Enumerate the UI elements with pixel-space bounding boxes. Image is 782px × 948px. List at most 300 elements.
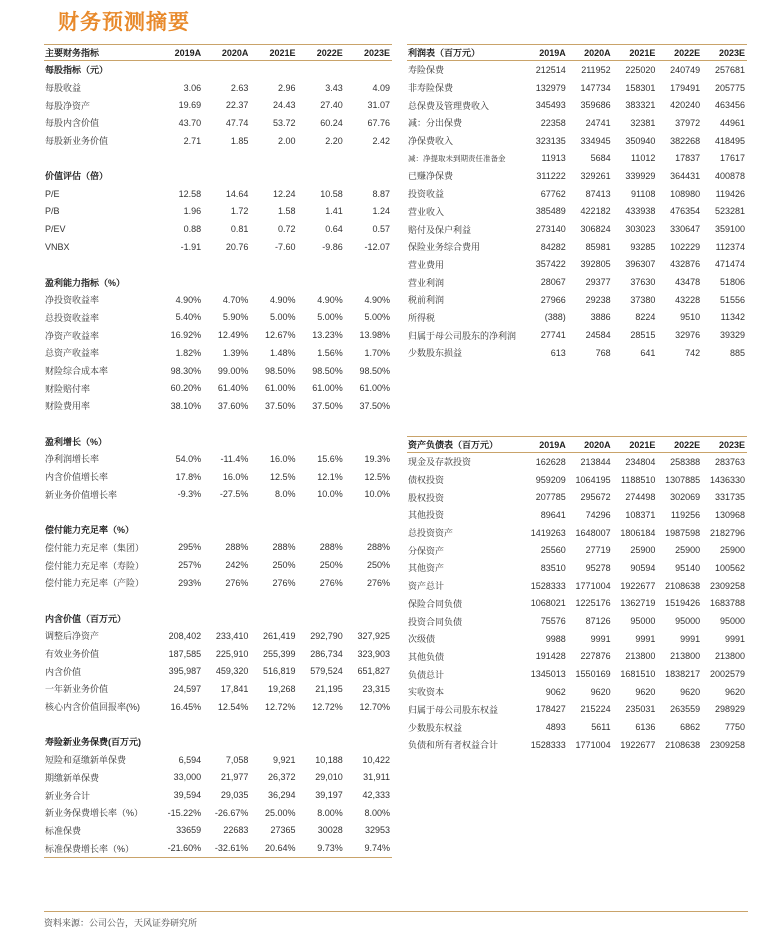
row-label: 投资合同负债 [408,616,463,627]
cell-value: 0.64 [325,224,343,235]
cell-value: 234804 [625,456,656,467]
cell-value: 235031 [625,704,656,715]
cell-value: 61.40% [217,383,249,394]
cell-value: 2.00 [278,135,296,146]
table-row [407,167,747,185]
table-row [407,736,747,754]
row-label: 税前利润 [408,295,445,306]
cell-value: 2019A [523,437,568,453]
cell-value: 8.00% [317,807,343,818]
cell-value: 83510 [540,562,566,573]
cell-value: 1.56% [317,347,343,358]
cell-value: 212514 [535,64,566,75]
cell-value: 24741 [585,117,611,128]
cell-value: 331735 [714,492,745,503]
cell-value: 459,320 [215,666,249,677]
cell-value: 1528333 [530,580,566,591]
table-row [407,595,747,613]
section-spacer [44,415,392,433]
cell-value: 17837 [675,153,701,164]
cell-value: 276% [272,577,296,588]
cell-value: 885 [729,347,745,358]
cell-value: 432876 [670,259,701,270]
cell-value: 12.1% [317,471,343,482]
cell-value: 37.50% [359,400,390,411]
cell-value: 339929 [625,170,656,181]
cell-value: 19,268 [268,683,296,694]
cell-value: 0.88 [183,224,202,235]
row-label: 偿付能力充足率（集团） [45,542,145,553]
table-row [407,488,747,506]
table-row [44,185,392,203]
row-label: 短险和趸缴新单保费 [45,755,127,766]
cell-value: 1.85 [230,135,249,146]
cell-value: 31.07 [367,100,390,111]
table-row [407,541,747,559]
cell-value: 2108638 [665,739,701,750]
row-label: 其他负债 [408,651,445,662]
section-title-row [44,609,392,627]
cell-value: 24584 [585,330,611,341]
row-label: 营业利润 [408,277,445,288]
cell-value: 396307 [625,259,656,270]
cell-value: 95000 [719,616,745,627]
cell-value: 516,819 [263,666,296,677]
section-title: 每股指标（元） [45,65,109,76]
cell-value: 329261 [580,170,611,181]
row-label: 主要财务指标 [44,45,156,61]
cell-value: 95278 [585,562,611,573]
cell-value: 433938 [625,206,656,217]
row-label: 减：净提取未到期责任准备金 [408,153,506,163]
cell-value: 1648007 [575,527,611,538]
cell-value: -9.86 [322,241,343,252]
table-row [44,539,392,557]
cell-value: 9991 [590,633,611,644]
table-row [44,203,392,221]
row-label: 其他投资 [408,510,445,521]
cell-value: 30028 [317,825,343,836]
cell-value: 1681510 [620,669,656,680]
cell-value: 2022E [298,45,345,61]
cell-value: 1683788 [709,598,745,609]
row-label: 总资产收益率 [45,348,100,359]
cell-value: 257681 [714,64,745,75]
cell-value: 16.45% [170,701,202,712]
cell-value: 98.50% [359,365,390,376]
cell-value: 26,372 [268,772,296,783]
cell-value: 9062 [545,686,566,697]
row-label: 非寿险保费 [408,83,454,94]
cell-value: 1987598 [665,527,701,538]
section-spacer [44,503,392,521]
row-label: 标准保费 [45,825,82,836]
cell-value: 227876 [580,651,611,662]
cell-value: 288% [272,542,296,553]
cell-value: 19.69 [178,100,202,111]
cell-value: 9991 [724,633,745,644]
section-spacer [44,715,392,733]
section-title: 盈利增长（%） [45,436,108,447]
cell-value: 6862 [680,722,701,733]
row-label: 赔付及保户利益 [408,224,472,235]
table-row [44,96,392,114]
cell-value: 2023E [345,45,392,61]
cell-value: 20.76 [225,241,249,252]
cell-value: 1.70% [364,347,390,358]
table-row [407,718,747,736]
cell-value: 43228 [675,294,701,305]
section-title-row [44,61,392,79]
cell-value: 191428 [535,651,566,662]
cell-value: 385489 [535,206,566,217]
cell-value: 276% [319,577,343,588]
cell-value: 51556 [719,294,745,305]
table-row [44,344,392,362]
row-label: 财险费用率 [45,401,91,412]
cell-value: 250% [319,560,343,571]
table-row [44,362,392,380]
source-footnote: 资料来源：公司公告，天风证券研究所 [44,911,748,929]
cell-value: 286,734 [310,648,343,659]
cell-value: 1419263 [530,527,566,538]
cell-value: 119256 [670,509,701,520]
cell-value: 2019A [523,45,568,61]
cell-value: 1922677 [620,739,656,750]
row-label: 净保费收入 [408,136,454,147]
cell-value: 768 [595,347,611,358]
row-label: 资产负债表（百万元） [407,437,523,453]
cell-value: 2.71 [183,135,202,146]
cell-value: -12.07 [364,241,390,252]
table-row [44,786,392,804]
cell-value: 10,188 [315,754,343,765]
cell-value: 9510 [680,312,701,323]
table-row [407,220,747,238]
row-label: 每股内含价值 [45,118,100,129]
cell-value: 1.72 [230,206,249,217]
cell-value: 98.50% [312,365,343,376]
cell-value: 2021E [613,437,658,453]
cell-value: 27741 [540,330,566,341]
cell-value: 2020A [568,45,613,61]
table-row [407,203,747,221]
cell-value: 84282 [540,241,566,252]
cell-value: 523281 [714,206,745,217]
section-title-row [44,521,392,539]
cell-value: 9620 [590,686,611,697]
table-row [44,468,392,486]
cell-value: 13.23% [312,330,343,341]
table-row [407,114,747,132]
cell-value: 10,422 [362,754,390,765]
cell-value: 1307885 [665,474,701,485]
cell-value: -21.60% [156,839,203,857]
cell-value: 11913 [541,153,566,164]
cell-value: 357422 [535,259,566,270]
cell-value: 132979 [535,82,566,93]
row-label: 归属于母公司股东权益 [408,704,499,715]
cell-value: 2021E [613,45,658,61]
cell-value: 99.00% [217,365,249,376]
cell-value: -11.4% [220,453,249,464]
cell-value: 12.70% [359,701,390,712]
cell-value: 213800 [670,651,701,662]
cell-value: 383321 [625,100,656,111]
cell-value: 2108638 [665,580,701,591]
table-row [407,453,747,471]
cell-value: 327,925 [357,630,390,641]
cell-value: 476354 [670,206,701,217]
table-row [407,648,747,666]
table-row [407,471,747,489]
cell-value: 75576 [540,616,566,627]
table-row [44,397,392,415]
cell-value: 98.30% [170,365,202,376]
cell-value: 12.49% [217,330,249,341]
table-row [44,79,392,97]
cell-value: 9.74% [345,839,392,857]
table-row [407,612,747,630]
cell-value: 12.72% [265,701,296,712]
row-label: 偿付能力充足率（产险） [45,578,145,589]
row-label: 寿险保费 [408,65,445,76]
table-row [407,79,747,97]
cell-value: 5684 [590,153,611,164]
table-row [44,486,392,504]
cell-value: 10.58 [320,188,343,199]
cell-value: 28067 [540,277,566,288]
cell-value: 742 [685,347,701,358]
cell-value: 1064195 [575,474,611,485]
cell-value: 4893 [545,722,566,733]
cell-value: 463456 [714,100,745,111]
cell-value: 6,594 [178,754,202,765]
cell-value: 295% [178,542,202,553]
row-label: 次级债 [408,634,436,645]
cell-value: 959209 [535,474,566,485]
cell-value: 60.24 [320,117,343,128]
table-row [44,839,392,857]
cell-value: 37.50% [312,400,343,411]
table-header [44,45,392,61]
cell-value: 208,402 [168,630,202,641]
cell-value: 36,294 [268,790,296,801]
table-row [44,574,392,592]
cell-value: 2002579 [709,669,745,680]
row-label: 保险业务综合费用 [408,242,481,253]
table-row [407,149,747,167]
row-label: 净资产收益率 [45,330,100,341]
cell-value: 95140 [675,562,701,573]
row-label: 保险合同负债 [408,598,463,609]
cell-value: 31,911 [363,772,390,783]
cell-value: 2020A [203,45,250,61]
cell-value: 37972 [675,117,701,128]
cell-value: 9620 [724,686,745,697]
cell-value: 288% [366,542,390,553]
cell-value: 3.06 [183,82,202,93]
cell-value: 60.20% [170,383,202,394]
table-row [44,751,392,769]
cell-value: 2019A [156,45,203,61]
cell-value: 4.90% [317,294,343,305]
cell-value: 418495 [714,135,745,146]
cell-value: 102229 [670,241,701,252]
row-label: 分保资产 [408,545,445,556]
table-row [407,559,747,577]
cell-value: 5.00% [364,312,390,323]
cell-value: 21,977 [220,772,249,783]
row-label: 内含价值增长率 [45,472,109,483]
cell-value: 2.42 [372,135,390,146]
cell-value: 2020A [568,437,613,453]
cell-value: 382268 [670,135,701,146]
cell-value: 33,000 [173,772,202,783]
cell-value: 108980 [670,188,701,199]
cell-value: 27966 [540,294,566,305]
cell-value: 22358 [540,117,566,128]
table-row [44,114,392,132]
cell-value: 10.0% [317,489,343,500]
cell-value: 292,790 [310,630,343,641]
cell-value: 283763 [714,456,745,467]
cell-value: 364431 [670,170,701,181]
cell-value: 311222 [536,170,566,181]
row-label: 减：分出保费 [408,118,463,129]
row-label: 内含价值 [45,666,82,677]
cell-value: 302069 [670,492,701,503]
row-label: 标准保费增长率（%） [44,839,156,857]
table-row [44,132,392,150]
cell-value: 25.00% [265,807,296,818]
cell-value: 334945 [580,135,611,146]
cell-value: (388) [544,312,566,323]
cell-value: 61.00% [312,383,343,394]
cell-value: 2022E [657,45,702,61]
cell-value: 91108 [631,188,656,199]
cell-value: 420240 [670,100,701,111]
table-row [407,238,747,256]
cell-value: 158301 [625,82,656,93]
cell-value: 2023E [702,437,747,453]
table-row [44,822,392,840]
section-spacer [44,592,392,610]
cell-value: -9.3% [177,489,202,500]
row-label: 核心内含价值回报率(%) [45,702,140,713]
cell-value: 240749 [670,64,701,75]
row-label: 新业务保费增长率（%） [45,808,144,819]
cell-value: 1838217 [665,669,701,680]
cell-value: 7750 [724,722,745,733]
row-label: 财险赔付率 [45,383,91,394]
cell-value: 263559 [670,704,701,715]
cell-value: 211952 [581,64,611,75]
cell-value: 0.57 [372,224,390,235]
cell-value: 8.0% [275,489,296,500]
row-label: 一年新业务价值 [45,684,109,695]
table-row [44,309,392,327]
row-label: 现金及存款投资 [408,457,472,468]
section-title: 寿险新业务保费(百万元) [45,737,141,748]
cell-value: 12.5% [364,471,390,482]
table-row [44,291,392,309]
cell-value: 9620 [635,686,656,697]
cell-value: -26.67% [214,807,249,818]
cell-value: 6136 [635,722,656,733]
row-label: 少数股东权益 [408,722,463,733]
row-label: 股权投资 [408,492,445,503]
cell-value: 147734 [580,82,611,93]
cell-value: 9,921 [273,754,296,765]
cell-value: 5611 [591,722,611,733]
cell-value: 651,827 [357,666,390,677]
cell-value: 1806184 [620,527,656,538]
table-header [407,437,747,453]
cell-value: 1.58 [278,206,296,217]
table-row [407,344,747,362]
section-spacer [44,149,392,167]
page-title: 财务预测摘要 [58,10,190,34]
cell-value: 12.72% [312,701,343,712]
cell-value: 306824 [580,224,611,235]
cell-value: 39329 [719,330,745,341]
cell-value: 8.87 [372,188,390,199]
table-row [407,326,747,344]
cell-value: 2.20 [325,135,343,146]
row-label: 实收资本 [408,687,445,698]
table-row [407,61,747,79]
cell-value: 32976 [675,330,701,341]
cell-value: 29,035 [220,790,249,801]
cell-value: 67.76 [367,117,390,128]
cell-value: 23,315 [362,683,390,694]
cell-value: 42,333 [362,790,390,801]
cell-value: 22.37 [225,100,249,111]
key-financial-indicators-table [44,44,392,858]
cell-value: 13.98% [359,330,390,341]
cell-value: 130968 [714,509,745,520]
cell-value: 53.72 [273,117,296,128]
cell-value: 9991 [635,633,656,644]
cell-value: 0.81 [230,224,249,235]
row-label: 负债总计 [408,669,445,680]
cell-value: 37.50% [265,400,296,411]
balance-sheet-table [407,436,747,754]
table-row [407,506,747,524]
cell-value: 39,197 [315,790,343,801]
row-label: 新业务价值增长率 [45,489,118,500]
row-label: 利润表（百万元） [407,45,523,61]
cell-value: 276% [225,577,249,588]
cell-value: 303023 [625,224,656,235]
cell-value: 1.41 [325,206,343,217]
table-row [44,645,392,663]
cell-value: 67762 [540,188,566,199]
row-label: 营业收入 [408,206,445,217]
cell-value: 38.10% [170,400,202,411]
cell-value: 298929 [714,704,745,715]
table-row [44,627,392,645]
cell-value: 37630 [630,277,656,288]
table-row [44,379,392,397]
section-title: 偿付能力充足率（%） [45,525,135,536]
cell-value: 205775 [714,82,745,93]
cell-value: -15.22% [167,807,202,818]
cell-value: 5.00% [317,312,343,323]
cell-value: 215224 [580,704,611,715]
cell-value: 12.24 [273,188,296,199]
